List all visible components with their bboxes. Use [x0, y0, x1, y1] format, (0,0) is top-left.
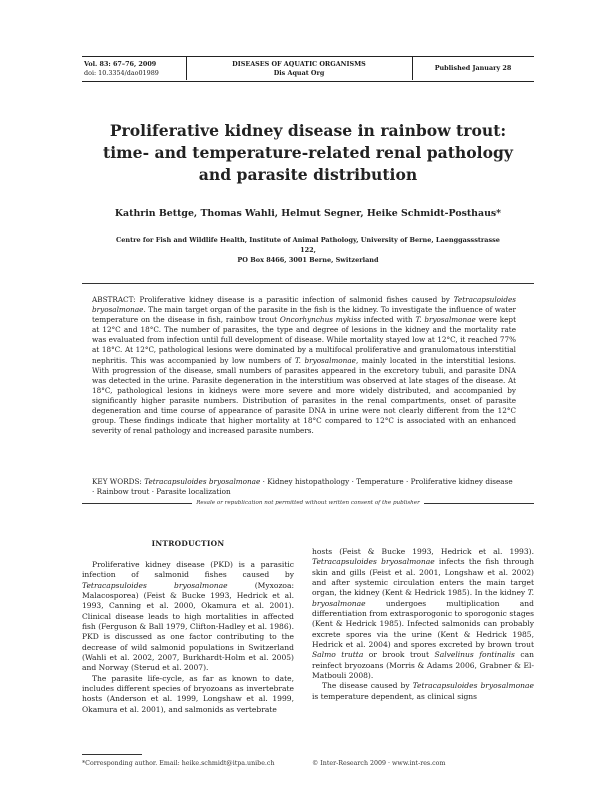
species-name: Salvelinus fontinalis [434, 650, 515, 660]
species-name: Tetracapsuloides bryosalmonae [144, 477, 261, 486]
species-name: Tetracapsuloides bryosalmonae [312, 557, 435, 567]
species-name: Tetracapsuloides bryosalmonae [92, 295, 516, 315]
species-name: T. bryosalmonae [312, 588, 534, 608]
abstract-text: , mainly located in the interstitial lesions. With progression of the disease, small numbers of parasites appeared in the excretory tubuli, and parasite DNA was detected in the urine. Parasite degeneration in the interstitium was observed at late stages of the disease. At 18°C, pathological lesions in kidneys were more severe and more widely distributed, and accompanied by significantly higher parasite numbers. Distribution of parasites in the renal compartments, onset of parasite degeneration and time course of appearance of parasite DNA in urine were not clearly different from the 12°C group. These findings indicate that higher mortality at 18°C compared to 12°C is associated with an enhanced severity of renal pathology and increased parasite numbers. [92, 355, 516, 436]
doi: doi: 10.3354/dao01989 [84, 69, 159, 77]
paragraph [312, 547, 534, 681]
species-name: Salmo trutta [312, 650, 364, 660]
title-line: and parasite distribution [198, 165, 418, 184]
affiliation-line: PO Box 8466, 3001 Berne, Switzerland [237, 256, 379, 264]
volume-info: Vol. 83: 67–76, 2009 [84, 60, 157, 68]
title-line: time- and temperature-related renal pathology [103, 143, 513, 162]
copyright: © Inter-Research 2009 · www.int-res.com [312, 760, 446, 767]
footnote-rule [82, 754, 142, 755]
resale-notice [82, 500, 534, 506]
affiliation-line: Centre for Fish and Wildlife Health, Institute of Animal Pathology, University of Berne, Laenggassstrasse 122, [116, 236, 500, 254]
paragraph-text: hosts (Feist & Bucke 1993, Hedrick et al. 1993). [312, 547, 534, 556]
paragraph-text: or brook trout [363, 650, 435, 660]
body-column-right [312, 547, 534, 702]
keywords-label: KEY WORDS: [92, 477, 142, 486]
paragraph: The parasite life-cycle, as far as known to date, includes different species of bryozoans as invertebrate hosts (Anderson et al. 1999, Longshaw et al. 1999, Okamura et al. 2001), and salmonids as vertebrate [82, 673, 294, 714]
paragraph-text: Proliferative kidney disease (PKD) is a parasitic infection of salmonid fishes caused by [82, 560, 294, 580]
paragraph-text: The disease caused by [322, 681, 413, 691]
abstract-text: . The main target organ of the parasite in the fish is the kidney. To investigate the influence of water temperature on the disease in fish, rainbow trout [92, 305, 516, 325]
species-name: Tetracapsuloides bryosalmonae [412, 681, 535, 691]
species-name: Oncorhynchus mykiss [279, 315, 361, 325]
abstract [92, 295, 516, 436]
paragraph-text: can reinfect bryozoans (Morris & Adams 2006, Grabner & El-Matbouli 2008). [312, 650, 534, 681]
section-heading: INTRODUCTION [151, 539, 225, 548]
paragraph-text: infects the fish through skin and gills (Feist et al. 2001, Longshaw et al. 2002) and after systemic circulation enters the main target organ, the kidney (Kent & Hedrick 1985). In the kidney [312, 557, 534, 598]
abstract-text: Proliferative kidney disease is a parasitic infection of salmonid fishes caused by [135, 295, 454, 304]
abstract-label: ABSTRACT: [92, 295, 136, 304]
affiliation [110, 235, 506, 265]
species-name: T. bryosalmonae [415, 315, 476, 325]
authors: Kathrin Bettge, Thomas Wahli, Helmut Segner, Heike Schmidt-Posthaus* [114, 208, 502, 219]
header-top-rule [82, 56, 534, 57]
body-column-left [82, 560, 294, 715]
abstract-text: were kept at 12°C and 18°C. The number of parasites, the type and degree of lesions in the kidney and the mortality rate was evaluated from infection until full development of disease. While mortality stayed low at 12°C, it reached 77% at 18°C. At 12°C, pathological lesions were dominated by a multifocal proliferative and granulomatous interstitial nephritis. This was accompanied by low numbers of [92, 315, 516, 365]
journal-abbreviation: Dis Aquat Org [273, 69, 325, 77]
article-title [70, 120, 546, 186]
paragraph [82, 560, 294, 674]
publication-date: Published January 28 [434, 64, 512, 72]
header-bottom-rule [82, 81, 534, 82]
abstract-text: infected with [360, 315, 416, 325]
paragraph [312, 681, 534, 702]
title-line: Proliferative kidney disease in rainbow trout: [109, 121, 507, 140]
resale-notice-text: Resale or republication not permitted without written consent of the publisher [192, 500, 424, 506]
abstract-top-rule [82, 283, 534, 284]
paragraph-text: (Myxozoa: Malacosporea) (Feist & Bucke 1993, Hedrick et al. 1993, Canning et al. 2000, Okamura et al. 2001). Clinical disease leads to high mortalities in affected fish (Ferguson & Ball 1979, Clifton-Hadley et al. 1986). PKD is discussed as one factor contributing to the decrease of wild salmonid populations in Switzerland (Wahli et al. 2002, 2007, Burkhardt-Holm et al. 2005) and Norway (Sterud et al. 2007). [82, 580, 295, 673]
keywords-text: · Kidney histopathology · Temperature · Proliferative kidney disease · Rainbow trout · Parasite localization [92, 477, 513, 497]
journal-name: DISEASES OF AQUATIC ORGANISMS [232, 60, 366, 68]
paragraph-text: is temperature dependent, as clinical signs [312, 691, 478, 701]
species-name: Tetracapsuloides bryosalmonae [82, 580, 228, 590]
corresponding-author-footnote: *Corresponding author. Email: heike.schmidt@itpa.unibe.ch [82, 760, 275, 767]
species-name: T. bryosalmonae [294, 355, 356, 365]
paragraph-text: undergoes multiplication and differentiation from extrasporogonic to sporogonic stages (Kent & Hedrick 1985). Infected salmonids can probably excrete spores via the urine (Kent & Hedrick 1985, Hedrick et al. 2004) and spores excreted by brown trout [312, 598, 534, 650]
keywords [92, 477, 516, 497]
